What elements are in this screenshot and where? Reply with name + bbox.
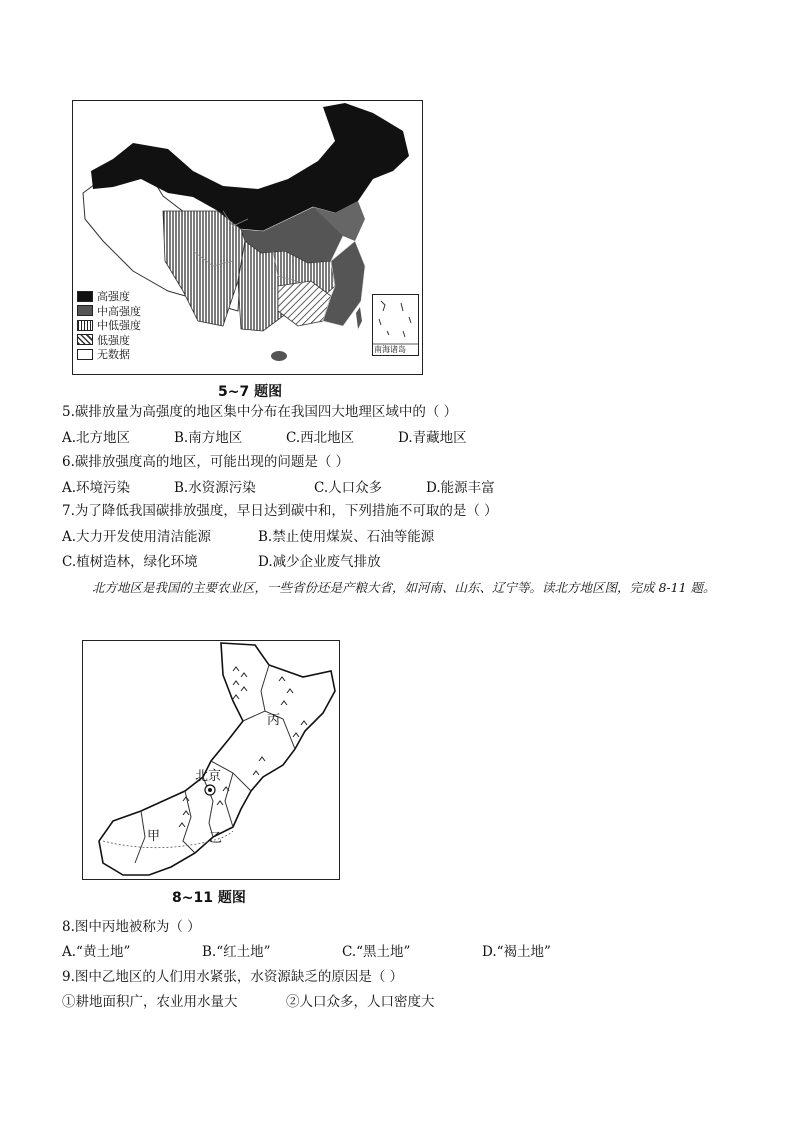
- south-china-sea-inset: [372, 294, 419, 356]
- legend-label: 高强度: [97, 290, 130, 304]
- figure2-caption: 8~11 题图: [172, 890, 246, 906]
- q8-stem: 8.图中丙地被称为（ ）: [62, 919, 201, 935]
- legend-item: [77, 333, 165, 348]
- q6-option-b[interactable]: B.水资源污染: [174, 480, 256, 496]
- northern-region-map: [82, 640, 340, 880]
- q6-option-c[interactable]: C.人口众多: [314, 480, 383, 496]
- q5-option-a[interactable]: A.北方地区: [62, 430, 131, 446]
- map-label-yi: 乙: [209, 831, 223, 846]
- legend-label: 中低强度: [97, 319, 141, 333]
- legend-label: 低强度: [97, 333, 130, 347]
- q9-option-1[interactable]: ①耕地面积广，农业用水量大: [62, 994, 238, 1010]
- q9-stem: 9.图中乙地区的人们用水紧张，水资源缺乏的原因是（ ）: [62, 969, 404, 985]
- legend-swatch-icon: [77, 334, 93, 345]
- legend-swatch-icon: [77, 305, 93, 316]
- legend-swatch-icon: [77, 320, 93, 331]
- map-label-beijing: 北京: [195, 769, 222, 784]
- q8-option-d[interactable]: D.“褐土地”: [482, 944, 551, 960]
- q7-option-b[interactable]: B.禁止使用煤炭、石油等能源: [258, 529, 435, 545]
- q8-option-b[interactable]: B.“红土地”: [202, 944, 271, 960]
- q5-option-d[interactable]: D.青藏地区: [398, 430, 467, 446]
- legend-item: [77, 289, 165, 304]
- q5-stem: 5.碳排放量为高强度的地区集中分布在我国四大地理区域中的（ ）: [62, 404, 458, 420]
- q6-option-d[interactable]: D.能源丰富: [426, 480, 495, 496]
- section-intro: 北方地区是我国的主要农业区，一些省份还是产粮大省，如河南、山东、辽宁等。读北方地区图，完成 8-11 题。: [92, 580, 716, 595]
- legend-label: 中高强度: [97, 304, 141, 318]
- carbon-intensity-map: [72, 100, 423, 375]
- figure1-caption: 5~7 题图: [218, 384, 283, 400]
- q8-option-a[interactable]: A.“黄土地”: [62, 944, 131, 960]
- q5-option-b[interactable]: B.南方地区: [174, 430, 243, 446]
- legend-item: [77, 304, 165, 319]
- map-label-bing: 丙: [267, 713, 281, 728]
- legend-swatch-icon: [77, 349, 93, 360]
- q6-stem: 6.碳排放强度高的地区，可能出现的问题是（ ）: [62, 454, 350, 470]
- q8-option-c[interactable]: C.“黑土地”: [342, 944, 411, 960]
- legend-item: [77, 347, 165, 362]
- q7-stem: 7.为了降低我国碳排放强度，早日达到碳中和，下列措施不可取的是（ ）: [62, 503, 498, 519]
- map-label-jia: 甲: [147, 829, 161, 844]
- q7-option-a[interactable]: A.大力开发使用清洁能源: [62, 529, 212, 545]
- q7-option-c[interactable]: C.植树造林，绿化环境: [62, 554, 198, 570]
- map-legend: [77, 289, 165, 362]
- q9-option-2[interactable]: ②人口众多，人口密度大: [286, 994, 435, 1010]
- legend-label: 无数据: [97, 348, 130, 362]
- q7-option-d[interactable]: D.减少企业废气排放: [258, 554, 381, 570]
- legend-item: [77, 318, 165, 333]
- inset-label: 南海诸岛: [374, 345, 406, 354]
- q5-option-c[interactable]: C.西北地区: [286, 430, 355, 446]
- legend-swatch-icon: [77, 291, 93, 302]
- q6-option-a[interactable]: A.环境污染: [62, 480, 131, 496]
